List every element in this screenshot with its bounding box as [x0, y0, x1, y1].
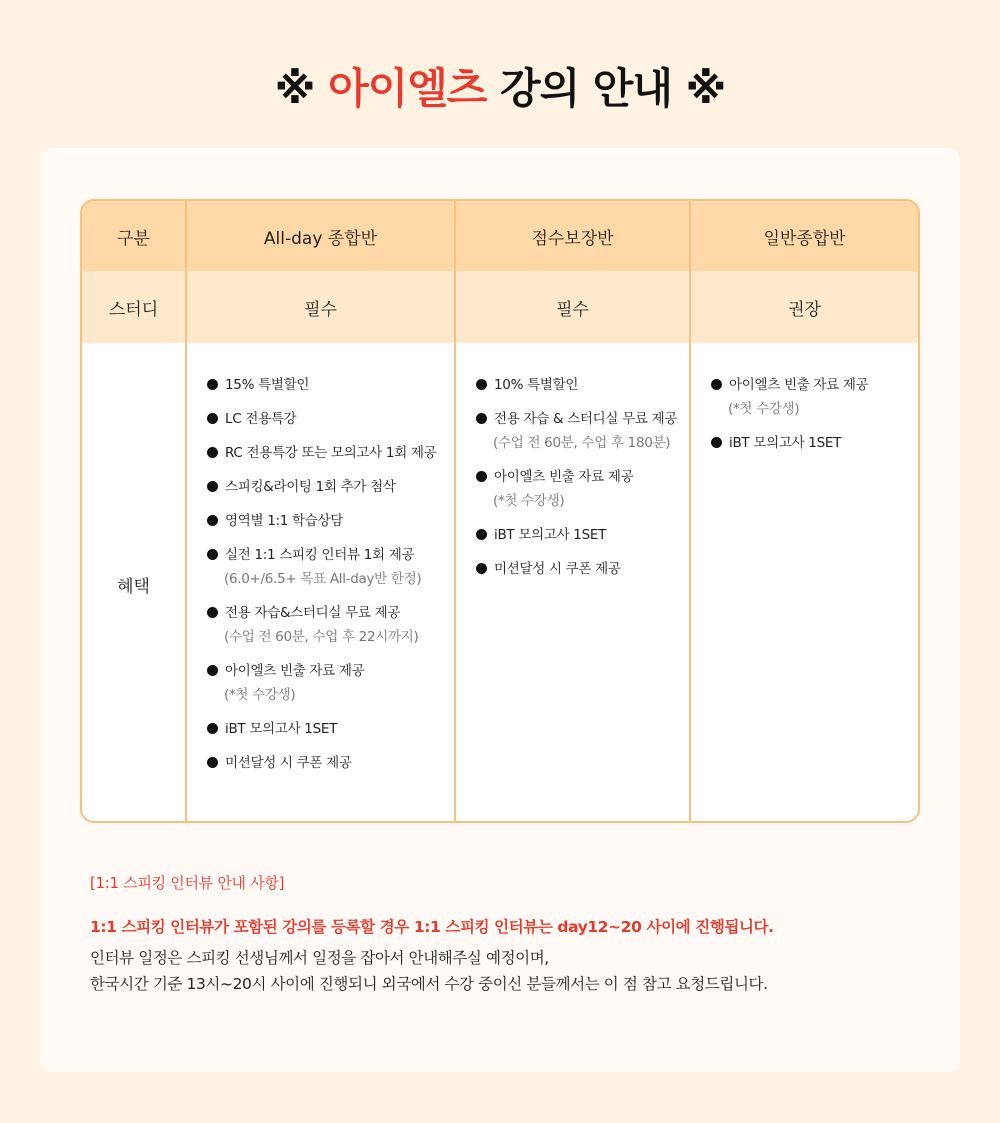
bullet-icon — [207, 413, 218, 424]
table-row-study — [82, 271, 918, 343]
benefit-item-text: 아이엘츠 빈출 자료 제공 — [494, 469, 634, 485]
benefit-item-text: 15% 특별할인 — [225, 377, 310, 393]
bullet-icon — [476, 379, 487, 390]
benefit-item — [711, 376, 868, 418]
benefit-item — [207, 546, 436, 588]
benefit-item-text: iBT 모의고사 1SET — [494, 527, 607, 543]
bullet-icon — [207, 481, 218, 492]
benefit-item-note: (6.0+/6.5+ 목표 All-day반 한정) — [224, 571, 422, 587]
benefit-item-text: 아이엘츠 빈출 자료 제공 — [225, 663, 365, 679]
benefit-cell-guarantee — [456, 343, 691, 823]
title-rest: 강의 안내 — [500, 64, 672, 113]
benefit-item-text: iBT 모의고사 1SET — [729, 435, 842, 451]
reference-mark-left: ※ — [274, 64, 315, 113]
benefit-item-text: LC 전용특강 — [225, 411, 297, 427]
study-value-allday: 필수 — [187, 271, 456, 343]
title-accent: 아이엘츠 — [328, 64, 487, 113]
benefit-item-text: iBT 모의고사 1SET — [225, 721, 338, 737]
reference-mark-right: ※ — [685, 64, 726, 113]
page-title — [0, 56, 1000, 116]
header-cell-general: 일반종합반 — [763, 228, 846, 249]
benefit-item-text: 실전 1:1 스피킹 인터뷰 1회 제공 — [225, 547, 415, 563]
bullet-icon — [207, 515, 218, 526]
bullet-icon — [207, 447, 218, 458]
bullet-icon — [207, 757, 218, 768]
header-cell-guarantee: 점수보장반 — [456, 201, 691, 271]
benefit-item — [207, 512, 436, 530]
bullet-icon — [711, 437, 722, 448]
benefit-item-note: (*첫 수강생) — [493, 493, 565, 509]
benefit-list — [691, 343, 868, 468]
header-cell-category: 구분 — [82, 201, 187, 271]
benefit-item-text: 전용 자습&스터디실 무료 제공 — [225, 605, 401, 621]
benefit-item — [207, 410, 436, 428]
benefit-item-text: 10% 특별할인 — [494, 377, 579, 393]
benefit-item — [207, 376, 436, 394]
table-row-benefit — [82, 343, 918, 823]
bullet-icon — [207, 607, 218, 618]
benefit-item-text: 영역별 1:1 학습상담 — [225, 513, 343, 529]
benefit-item-text: 미션달성 시 쿠폰 제공 — [494, 561, 621, 577]
benefit-item-note: (*첫 수강생) — [224, 687, 296, 703]
benefit-item-text: RC 전용특강 또는 모의고사 1회 제공 — [225, 445, 437, 461]
study-value-guarantee: 필수 — [456, 271, 691, 343]
bullet-icon — [476, 471, 487, 482]
notes-line: 인터뷰 일정은 스피킹 선생님께서 일정을 잡아서 안내해주실 예정이며, — [90, 949, 549, 967]
table-header-row — [82, 201, 918, 271]
benefit-cell-allday — [187, 343, 456, 823]
bullet-icon — [476, 563, 487, 574]
course-table — [80, 199, 920, 823]
benefit-item-text: 미션달성 시 쿠폰 제공 — [225, 755, 352, 771]
benefit-list — [187, 343, 436, 788]
bullet-icon — [476, 529, 487, 540]
bullet-icon — [711, 379, 722, 390]
benefit-item-text: 스피킹&라이팅 1회 추가 첨삭 — [225, 479, 396, 495]
benefit-cell-general — [691, 343, 918, 823]
benefit-item — [476, 410, 677, 452]
benefit-item — [207, 444, 436, 462]
benefit-item — [207, 478, 436, 496]
benefit-item — [476, 526, 677, 544]
benefit-item — [476, 560, 677, 578]
notes-line: 한국시간 기준 13시~20시 사이에 진행되니 외국에서 수강 중이신 분들께서는 이 점 참고 요청드립니다. — [90, 975, 768, 993]
benefit-item — [207, 662, 436, 704]
benefit-item-note: (*첫 수강생) — [728, 401, 800, 417]
interview-notes — [90, 872, 930, 997]
bullet-icon — [207, 549, 218, 560]
study-value-general: 권장 — [788, 299, 821, 320]
bullet-icon — [207, 379, 218, 390]
benefit-item — [207, 720, 436, 738]
benefit-item — [711, 434, 868, 452]
benefit-item — [207, 604, 436, 646]
benefit-item-text: 전용 자습 & 스터디실 무료 제공 — [494, 411, 678, 427]
benefit-item — [476, 468, 677, 510]
notes-title: [1:1 스피킹 인터뷰 안내 사항] — [90, 874, 285, 892]
bullet-icon — [476, 413, 487, 424]
benefit-list — [456, 343, 677, 594]
benefit-item-note: (수업 전 60분, 수업 후 180분) — [493, 435, 671, 451]
benefit-item — [476, 376, 677, 394]
benefit-item-note: (수업 전 60분, 수업 후 22시까지) — [224, 629, 419, 645]
benefit-item-text: 아이엘츠 빈출 자료 제공 — [729, 377, 869, 393]
benefit-item — [207, 754, 436, 772]
header-cell-allday: All-day 종합반 — [187, 201, 456, 271]
notes-highlight: 1:1 스피킹 인터뷰가 포함된 강의를 등록할 경우 1:1 스피킹 인터뷰는 day12~20 사이에 진행됩니다. — [90, 918, 774, 936]
row-label-benefit: 혜택 — [82, 343, 187, 823]
bullet-icon — [207, 665, 218, 676]
bullet-icon — [207, 723, 218, 734]
row-label-study: 스터디 — [82, 271, 187, 343]
